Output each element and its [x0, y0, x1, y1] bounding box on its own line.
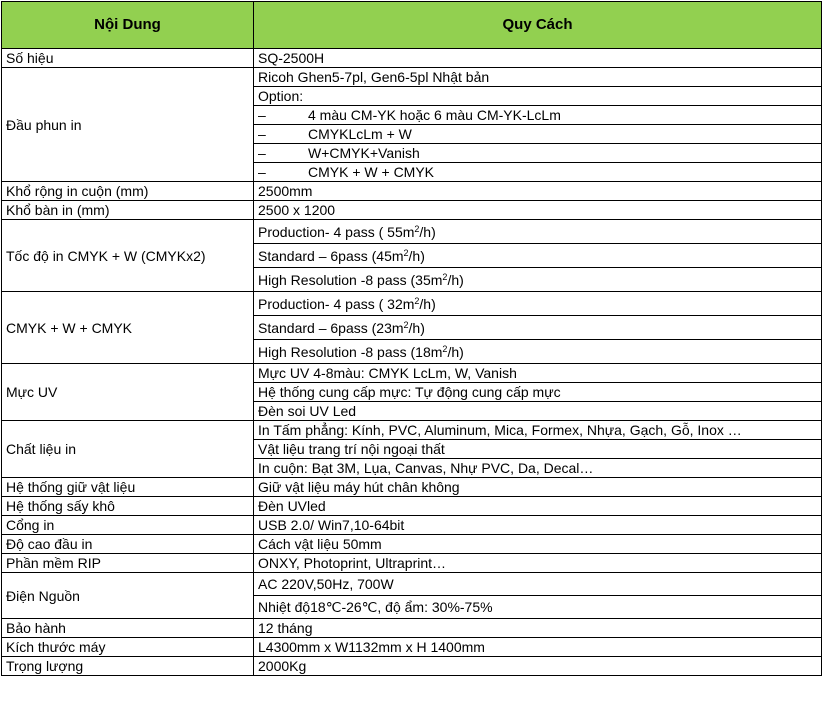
row-label: Cổng in — [2, 516, 254, 535]
row-drying — [2, 497, 822, 516]
row-value: 12 tháng — [254, 619, 822, 638]
option-item — [254, 144, 822, 163]
header-content: Nội Dung — [2, 2, 254, 49]
row-value: In Tấm phẳng: Kính, PVC, Aluminum, Mica, Formex, Nhựa, Gạch, Gỗ, Inox … — [254, 421, 822, 440]
row-value: Vật liệu trang trí nội ngoại thất — [254, 440, 822, 459]
row-value: Nhiệt độ18℃-26℃, độ ẩm: 30%-75% — [254, 596, 822, 619]
option-text: CMYKLcLm + W — [308, 126, 412, 142]
speed-unit: /h) — [408, 319, 425, 336]
speed-item — [254, 292, 822, 316]
row-media — [2, 421, 822, 440]
bullet-dash: – — [258, 145, 266, 161]
row-label: Tốc độ in CMYK + W (CMYKx2) — [2, 220, 254, 292]
speed-text: High Resolution -8 pass (18m — [258, 343, 443, 360]
row-value: Cách vật liệu 50mm — [254, 535, 822, 554]
header-spec: Quy Cách — [254, 2, 822, 49]
speed-item — [254, 268, 822, 292]
row-label: Điện Nguồn — [2, 573, 254, 619]
speed-item — [254, 220, 822, 244]
row-power — [2, 573, 822, 596]
row-value: Hệ thống cung cấp mực: Tự động cung cấp mực — [254, 383, 822, 402]
speed-text: Standard – 6pass (23m — [258, 319, 404, 336]
row-label: Khổ rộng in cuộn (mm) — [2, 182, 254, 201]
row-rip — [2, 554, 822, 573]
row-port — [2, 516, 822, 535]
row-table-size — [2, 201, 822, 220]
row-label: Khổ bàn in (mm) — [2, 201, 254, 220]
row-value: SQ-2500H — [254, 49, 822, 68]
speed-item — [254, 244, 822, 268]
row-model — [2, 49, 822, 68]
header-row — [2, 2, 822, 49]
bullet-dash: – — [258, 107, 266, 123]
row-label: Bảo hành — [2, 619, 254, 638]
row-roll-width — [2, 182, 822, 201]
speed-unit: /h) — [419, 295, 436, 312]
speed-unit: /h) — [447, 343, 464, 360]
row-speed-cmykw — [2, 220, 822, 244]
speed-text: Standard – 6pass (45m — [258, 247, 404, 264]
row-label: Hệ thống sấy khô — [2, 497, 254, 516]
row-value: In cuộn: Bạt 3M, Lụa, Canvas, Nhự PVC, Da, Decal… — [254, 459, 822, 478]
row-value: Giữ vật liệu máy hút chân không — [254, 478, 822, 497]
option-item — [254, 125, 822, 144]
option-item — [254, 106, 822, 125]
row-label: CMYK + W + CMYK — [2, 292, 254, 364]
spec-table — [1, 1, 822, 676]
row-speed-cmykwcmyk — [2, 292, 822, 316]
row-label: Số hiệu — [2, 49, 254, 68]
row-warranty — [2, 619, 822, 638]
speed-sup: 2 — [403, 319, 409, 330]
speed-item — [254, 316, 822, 340]
speed-text: High Resolution -8 pass (35m — [258, 271, 443, 288]
row-ink — [2, 364, 822, 383]
option-text: W+CMYK+Vanish — [308, 145, 420, 161]
row-value: L4300mm x W1132mm x H 1400mm — [254, 638, 822, 657]
row-label: Mực UV — [2, 364, 254, 421]
row-label: Độ cao đầu in — [2, 535, 254, 554]
row-print-head — [2, 68, 822, 87]
row-label: Chất liệu in — [2, 421, 254, 478]
row-value: USB 2.0/ Win7,10-64bit — [254, 516, 822, 535]
row-value: Đèn UVled — [254, 497, 822, 516]
row-label: Phần mềm RIP — [2, 554, 254, 573]
speed-unit: /h) — [419, 223, 436, 240]
row-value: 2500 x 1200 — [254, 201, 822, 220]
speed-sup: 2 — [442, 271, 448, 282]
speed-unit: /h) — [408, 247, 425, 264]
row-label: Đầu phun in — [2, 68, 254, 182]
row-label: Hệ thống giữ vật liệu — [2, 478, 254, 497]
row-weight — [2, 657, 822, 676]
row-value: Đèn soi UV Led — [254, 402, 822, 421]
row-value: 2000Kg — [254, 657, 822, 676]
speed-sup: 2 — [442, 343, 448, 354]
row-value: 2500mm — [254, 182, 822, 201]
row-value: Option: — [254, 87, 822, 106]
row-media-hold — [2, 478, 822, 497]
speed-sup: 2 — [414, 295, 420, 306]
option-text: 4 màu CM-YK hoặc 6 màu CM-YK-LcLm — [308, 107, 561, 123]
speed-sup: 2 — [414, 223, 420, 234]
row-label: Trọng lượng — [2, 657, 254, 676]
option-text: CMYK + W + CMYK — [308, 164, 435, 180]
bullet-dash: – — [258, 126, 266, 142]
bullet-dash: – — [258, 164, 266, 180]
row-label: Kích thước máy — [2, 638, 254, 657]
speed-item — [254, 340, 822, 364]
row-value: AC 220V,50Hz, 700W — [254, 573, 822, 596]
row-value: Ricoh Ghen5-7pl, Gen6-5pl Nhật bản — [254, 68, 822, 87]
speed-text: Production- 4 pass ( 32m — [258, 295, 415, 312]
speed-unit: /h) — [447, 271, 464, 288]
row-value: Mực UV 4-8màu: CMYK LcLm, W, Vanish — [254, 364, 822, 383]
speed-text: Production- 4 pass ( 55m — [258, 223, 415, 240]
option-item — [254, 163, 822, 182]
speed-sup: 2 — [403, 247, 409, 258]
row-dimensions — [2, 638, 822, 657]
row-head-height — [2, 535, 822, 554]
row-value: ONXY, Photoprint, Ultraprint… — [254, 554, 822, 573]
